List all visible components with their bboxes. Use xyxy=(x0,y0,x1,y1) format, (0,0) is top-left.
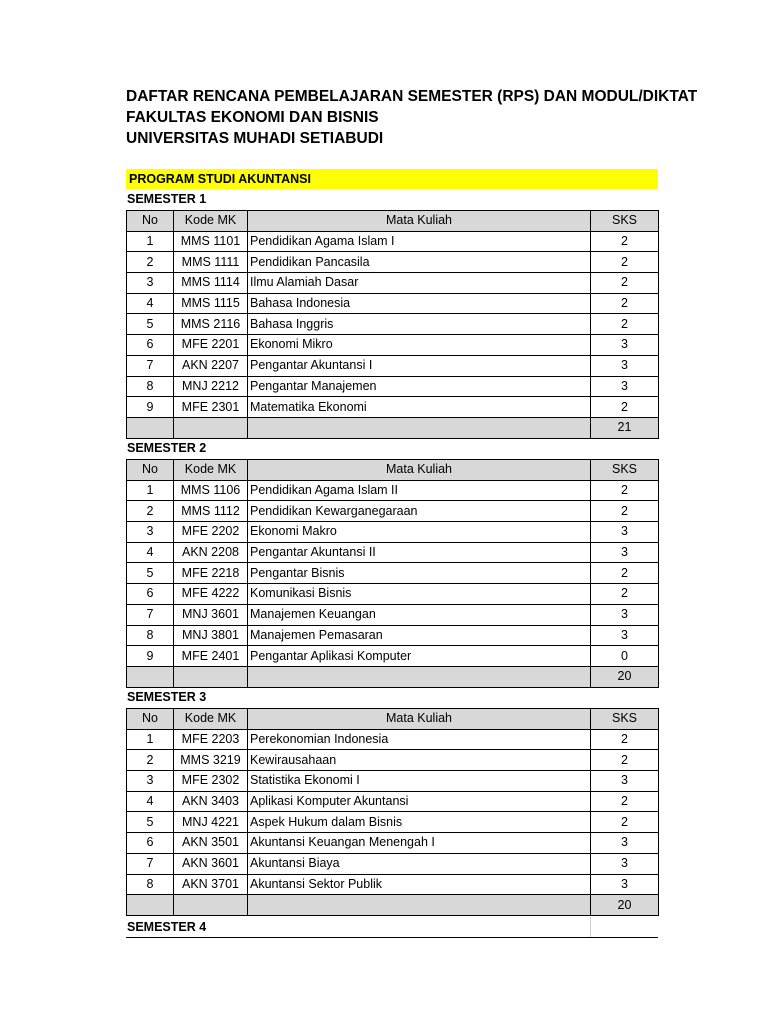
cell-no: 2 xyxy=(127,252,174,273)
table-header-row xyxy=(127,709,659,730)
cell-mata-kuliah: Kewirausahaan xyxy=(248,750,591,771)
semester-1-label: SEMESTER 1 xyxy=(127,192,207,206)
cell-mata-kuliah: Pengantar Akuntansi I xyxy=(248,355,591,376)
header-kode-mk: Kode MK xyxy=(174,211,248,232)
cell-mata-kuliah: Ilmu Alamiah Dasar xyxy=(248,273,591,294)
title-line-3: UNIVERSITAS MUHADI SETIABUDI xyxy=(126,130,384,147)
total-empty-cell xyxy=(248,895,591,916)
cell-mata-kuliah: Akuntansi Biaya xyxy=(248,853,591,874)
cell-sks: 2 xyxy=(591,584,659,605)
cell-sks: 3 xyxy=(591,376,659,397)
cell-sks: 2 xyxy=(591,501,659,522)
cell-sks: 0 xyxy=(591,646,659,667)
total-sks: 20 xyxy=(591,895,659,916)
program-header: PROGRAM STUDI AKUNTANSI xyxy=(126,169,658,189)
cell-kode-mk: MMS 1112 xyxy=(174,501,248,522)
table-row xyxy=(127,335,659,356)
cell-no: 7 xyxy=(127,355,174,376)
cell-kode-mk: MMS 1111 xyxy=(174,252,248,273)
semester-2-label: SEMESTER 2 xyxy=(127,441,207,455)
cell-mata-kuliah: Pendidikan Kewarganegaraan xyxy=(248,501,591,522)
table-row xyxy=(127,522,659,543)
cell-kode-mk: AKN 3501 xyxy=(174,833,248,854)
cell-kode-mk: AKN 3601 xyxy=(174,853,248,874)
table-row xyxy=(127,625,659,646)
cell-sks: 2 xyxy=(591,791,659,812)
cell-kode-mk: MMS 1106 xyxy=(174,480,248,501)
cell-mata-kuliah: Statistika Ekonomi I xyxy=(248,771,591,792)
table-row xyxy=(127,293,659,314)
header-mata-kuliah: Mata Kuliah xyxy=(248,211,591,232)
cell-no: 4 xyxy=(127,293,174,314)
cell-mata-kuliah: Manajemen Keuangan xyxy=(248,604,591,625)
table-header-row xyxy=(127,211,659,232)
cell-mata-kuliah: Matematika Ekonomi xyxy=(248,397,591,418)
cell-no: 7 xyxy=(127,853,174,874)
cell-mata-kuliah: Akuntansi Keuangan Menengah I xyxy=(248,833,591,854)
cell-kode-mk: MFE 2302 xyxy=(174,771,248,792)
table-row xyxy=(127,231,659,252)
cell-sks: 3 xyxy=(591,833,659,854)
cell-mata-kuliah: Pendidikan Agama Islam II xyxy=(248,480,591,501)
table-row xyxy=(127,501,659,522)
cell-kode-mk: AKN 2208 xyxy=(174,542,248,563)
cell-sks: 2 xyxy=(591,480,659,501)
cell-sks: 2 xyxy=(591,293,659,314)
header-sks: SKS xyxy=(591,460,659,481)
total-empty-cell xyxy=(174,895,248,916)
header-sks: SKS xyxy=(591,211,659,232)
table-row xyxy=(127,376,659,397)
title-line-2: FAKULTAS EKONOMI DAN BISNIS xyxy=(126,109,379,126)
cell-no: 8 xyxy=(127,625,174,646)
total-empty-cell xyxy=(127,417,174,438)
cell-no: 3 xyxy=(127,273,174,294)
cell-kode-mk: MFE 2203 xyxy=(174,729,248,750)
cell-mata-kuliah: Akuntansi Sektor Publik xyxy=(248,874,591,895)
cell-kode-mk: MFE 2401 xyxy=(174,646,248,667)
header-no: No xyxy=(127,709,174,730)
cell-sks: 2 xyxy=(591,729,659,750)
total-empty-cell xyxy=(174,417,248,438)
total-empty-cell xyxy=(248,666,591,687)
table-row xyxy=(127,853,659,874)
semester-3-label: SEMESTER 3 xyxy=(127,690,207,704)
table-row xyxy=(127,563,659,584)
cell-sks: 2 xyxy=(591,231,659,252)
cell-sks: 2 xyxy=(591,273,659,294)
cell-mata-kuliah: Manajemen Pemasaran xyxy=(248,625,591,646)
cell-mata-kuliah: Perekonomian Indonesia xyxy=(248,729,591,750)
cell-no: 3 xyxy=(127,771,174,792)
cell-kode-mk: MMS 3219 xyxy=(174,750,248,771)
table-row xyxy=(127,542,659,563)
cell-sks: 2 xyxy=(591,397,659,418)
row-divider xyxy=(126,937,658,938)
cell-no: 4 xyxy=(127,542,174,563)
table-row xyxy=(127,252,659,273)
cell-kode-mk: MFE 2218 xyxy=(174,563,248,584)
cell-no: 7 xyxy=(127,604,174,625)
header-no: No xyxy=(127,211,174,232)
table-row xyxy=(127,273,659,294)
cell-sks: 2 xyxy=(591,314,659,335)
header-sks: SKS xyxy=(591,709,659,730)
cell-no: 4 xyxy=(127,791,174,812)
total-sks: 20 xyxy=(591,666,659,687)
table-row xyxy=(127,584,659,605)
cell-kode-mk: MFE 2202 xyxy=(174,522,248,543)
table-row xyxy=(127,771,659,792)
cell-no: 6 xyxy=(127,335,174,356)
semester-1-table xyxy=(126,210,659,439)
table-row xyxy=(127,355,659,376)
cell-no: 1 xyxy=(127,231,174,252)
header-mata-kuliah: Mata Kuliah xyxy=(248,709,591,730)
total-empty-cell xyxy=(127,666,174,687)
cell-mata-kuliah: Bahasa Inggris xyxy=(248,314,591,335)
cell-no: 8 xyxy=(127,376,174,397)
cell-mata-kuliah: Pengantar Aplikasi Komputer xyxy=(248,646,591,667)
cell-kode-mk: MMS 1114 xyxy=(174,273,248,294)
document-title xyxy=(126,86,768,149)
cell-kode-mk: AKN 3403 xyxy=(174,791,248,812)
cell-no: 6 xyxy=(127,833,174,854)
cell-mata-kuliah: Komunikasi Bisnis xyxy=(248,584,591,605)
cell-mata-kuliah: Pengantar Bisnis xyxy=(248,563,591,584)
cell-kode-mk: MNJ 3601 xyxy=(174,604,248,625)
table-row xyxy=(127,604,659,625)
cell-sks: 3 xyxy=(591,542,659,563)
table-row xyxy=(127,397,659,418)
cell-kode-mk: MMS 1115 xyxy=(174,293,248,314)
cell-sks: 3 xyxy=(591,604,659,625)
cell-kode-mk: AKN 2207 xyxy=(174,355,248,376)
cell-kode-mk: MFE 2201 xyxy=(174,335,248,356)
table-header-row xyxy=(127,460,659,481)
cell-no: 9 xyxy=(127,646,174,667)
cell-sks: 3 xyxy=(591,625,659,646)
total-sks: 21 xyxy=(591,417,659,438)
total-row xyxy=(127,417,659,438)
cell-no: 6 xyxy=(127,584,174,605)
table-row xyxy=(127,833,659,854)
cell-no: 2 xyxy=(127,501,174,522)
table-row xyxy=(127,480,659,501)
cell-mata-kuliah: Ekonomi Mikro xyxy=(248,335,591,356)
cell-sks: 2 xyxy=(591,750,659,771)
cell-sks: 2 xyxy=(591,252,659,273)
cell-mata-kuliah: Pendidikan Agama Islam I xyxy=(248,231,591,252)
cell-sks: 3 xyxy=(591,771,659,792)
cell-sks: 3 xyxy=(591,874,659,895)
cell-kode-mk: MFE 4222 xyxy=(174,584,248,605)
semester-4-label: SEMESTER 4 xyxy=(127,920,207,934)
cell-mata-kuliah: Bahasa Indonesia xyxy=(248,293,591,314)
cell-sks: 3 xyxy=(591,335,659,356)
header-no: No xyxy=(127,460,174,481)
semester-2-table xyxy=(126,459,659,688)
table-row xyxy=(127,646,659,667)
total-empty-cell xyxy=(174,666,248,687)
cell-sks: 3 xyxy=(591,522,659,543)
header-mata-kuliah: Mata Kuliah xyxy=(248,460,591,481)
cell-no: 3 xyxy=(127,522,174,543)
header-kode-mk: Kode MK xyxy=(174,709,248,730)
cell-mata-kuliah: Ekonomi Makro xyxy=(248,522,591,543)
cell-kode-mk: MNJ 4221 xyxy=(174,812,248,833)
table-row xyxy=(127,791,659,812)
cell-kode-mk: MNJ 2212 xyxy=(174,376,248,397)
table-row xyxy=(127,874,659,895)
cell-sks: 2 xyxy=(591,563,659,584)
total-row xyxy=(127,895,659,916)
cell-mata-kuliah: Pengantar Akuntansi II xyxy=(248,542,591,563)
total-empty-cell xyxy=(248,417,591,438)
cell-no: 9 xyxy=(127,397,174,418)
cell-no: 8 xyxy=(127,874,174,895)
cell-mata-kuliah: Aplikasi Komputer Akuntansi xyxy=(248,791,591,812)
cell-kode-mk: MFE 2301 xyxy=(174,397,248,418)
cell-no: 1 xyxy=(127,729,174,750)
cell-no: 2 xyxy=(127,750,174,771)
semester-3-table xyxy=(126,708,659,916)
cell-no: 5 xyxy=(127,563,174,584)
table-row xyxy=(127,812,659,833)
cell-divider xyxy=(590,917,591,938)
total-row xyxy=(127,666,659,687)
title-line-1: DAFTAR RENCANA PEMBELAJARAN SEMESTER (RPS) DAN MODUL/DIKTAT xyxy=(126,88,698,105)
cell-kode-mk: MMS 2116 xyxy=(174,314,248,335)
table-row xyxy=(127,314,659,335)
header-kode-mk: Kode MK xyxy=(174,460,248,481)
cell-mata-kuliah: Pengantar Manajemen xyxy=(248,376,591,397)
cell-sks: 3 xyxy=(591,853,659,874)
total-empty-cell xyxy=(127,895,174,916)
cell-kode-mk: MNJ 3801 xyxy=(174,625,248,646)
table-row xyxy=(127,750,659,771)
cell-no: 5 xyxy=(127,314,174,335)
cell-kode-mk: MMS 1101 xyxy=(174,231,248,252)
cell-mata-kuliah: Pendidikan Pancasila xyxy=(248,252,591,273)
table-row xyxy=(127,729,659,750)
cell-mata-kuliah: Aspek Hukum dalam Bisnis xyxy=(248,812,591,833)
cell-no: 5 xyxy=(127,812,174,833)
cell-kode-mk: AKN 3701 xyxy=(174,874,248,895)
cell-no: 1 xyxy=(127,480,174,501)
cell-sks: 2 xyxy=(591,812,659,833)
cell-sks: 3 xyxy=(591,355,659,376)
